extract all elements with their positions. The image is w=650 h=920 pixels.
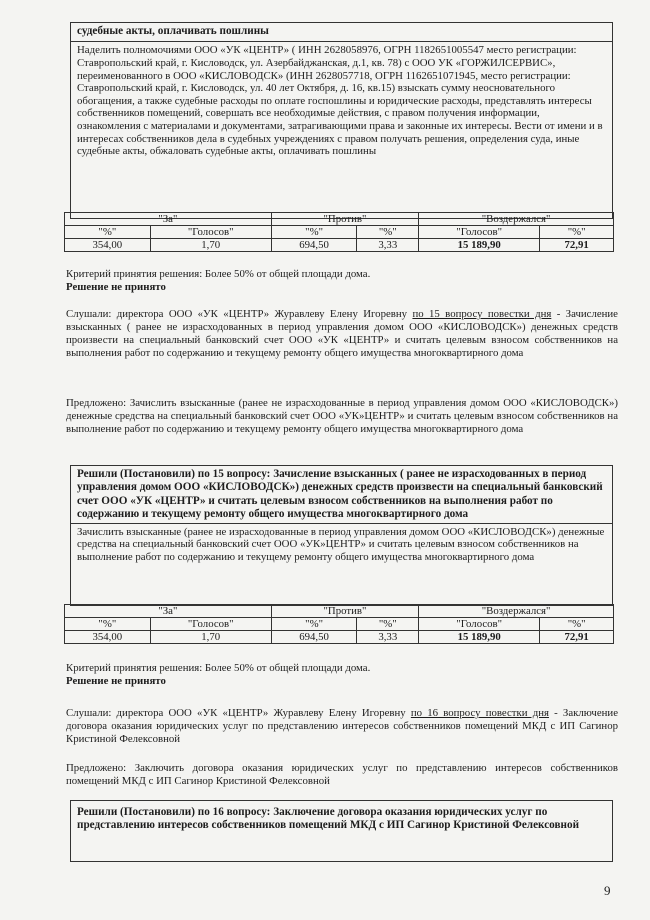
subhead: "%" [65, 618, 151, 631]
value-cell: 15 189,90 [419, 239, 540, 252]
subhead: "%" [540, 226, 614, 239]
value-cell: 3,33 [357, 239, 419, 252]
value-cell: 1,70 [150, 631, 271, 644]
votes-group-row [65, 213, 614, 226]
group-abstain: "Воздержался" [419, 213, 614, 226]
listen-15 [66, 308, 618, 360]
page-number: 9 [604, 883, 611, 898]
value-cell: 3,33 [357, 631, 419, 644]
result-text: Решение не принято [66, 674, 166, 687]
group-abstain: "Воздержался" [419, 605, 614, 618]
agenda-item-link: по 16 вопросу повестки дня [410, 707, 549, 719]
agenda-item-link: по 15 вопросу повестки дня [412, 308, 552, 320]
value-cell: 354,00 [65, 631, 151, 644]
subhead: "%" [65, 226, 151, 239]
listen-post: - Заключение договора оказания юридических услуг по представлению интересов собственников помещений МКД с ИП Сагинор Кристиной Фелексовной [66, 707, 618, 745]
votes-table-1 [64, 212, 614, 252]
subhead: "%" [357, 226, 419, 239]
subhead: "%" [540, 618, 614, 631]
listen-pre: Слушали: директора ООО «УК «ЦЕНТР» Журавлеву Елену Игоревну [66, 308, 413, 320]
listen-pre: Слушали: директора ООО «УК «ЦЕНТР» Журавлеву Елену Игоревну [66, 707, 411, 719]
value-cell: 694,50 [271, 239, 357, 252]
criterion-text: Критерий принятия решения: Более 50% от общей площади дома. [66, 662, 371, 674]
group-against: "Против" [271, 213, 418, 226]
votes-values-row [65, 631, 614, 644]
subhead: "Голосов" [150, 226, 271, 239]
group-for: "За" [65, 213, 272, 226]
decision-title: судебные акты, оплачивать пошлины [77, 25, 269, 37]
listen-16 [66, 707, 618, 746]
decision-box-15 [70, 465, 613, 606]
decision-box-16 [70, 800, 613, 862]
value-cell: 15 189,90 [419, 631, 540, 644]
group-for: "За" [65, 605, 272, 618]
decision-title: Решили (Постановили) по 15 вопросу: Зачисление взысканных ( ранее не израсходованных в период управления домом ООО «КИСЛОВОДСК») денежных средств произвести на специальный банковский счет ООО «УК «ЦЕНТР» и считать целевым взносом собственников на выполнения работ по содержанию и текущему ремонту общего имущества многоквартирного дома [77, 468, 603, 521]
criterion-1 [66, 268, 618, 294]
votes-subhead-row [65, 226, 614, 239]
votes-values-row [65, 239, 614, 252]
group-against: "Против" [271, 605, 418, 618]
criterion-2 [66, 662, 618, 688]
proposed-text: Предложено: Зачислить взысканные (ранее не израсходованные в период управления домом ООО «КИСЛОВОДСК») денежные средства на специальный банковский счет ООО «УК»ЦЕНТР» и считать целевым взносом собственников на выполнение работ по содержанию и текущему ремонту общего имущества многоквартирного дома [66, 397, 618, 435]
listen-paragraph [66, 308, 618, 360]
subhead: "%" [271, 226, 357, 239]
value-cell: 72,91 [540, 239, 614, 252]
result-text: Решение не принято [66, 280, 166, 293]
decision-title: Решили (Постановили) по 16 вопросу: Заключение договора оказания юридических услуг по представлению интересов собственников помещений МКД с ИП Сагинор Кристиной Фелексовной [77, 806, 580, 832]
criterion-text: Критерий принятия решения: Более 50% от общей площади дома. [66, 268, 371, 280]
proposed-text: Предложено: Заключить договора оказания юридических услуг по представлению интересов собственников помещений МКД с ИП Сагинор Кристиной Фелексовной [66, 762, 618, 787]
subhead: "%" [357, 618, 419, 631]
votes-subhead-row [65, 618, 614, 631]
listen-post: - Зачисление взысканных ( ранее не израсходованных в период управления домом ООО «КИСЛОВОДСК») денежных средств произвести на специальный банковский счет ООО «УК «ЦЕНТР» и считать целевым взносом собственников на выполнения работ по содержанию и текущему ремонту общего имущества многоквартирного дома [66, 308, 618, 359]
value-cell: 694,50 [271, 631, 357, 644]
subhead: "%" [271, 618, 357, 631]
subhead: "Голосов" [150, 618, 271, 631]
decision-box-previous [70, 22, 613, 219]
subhead: "Голосов" [419, 618, 540, 631]
proposed-16 [66, 762, 618, 788]
decision-body [71, 41, 612, 160]
votes-group-row [65, 605, 614, 618]
proposed-15 [66, 397, 618, 436]
listen-paragraph [66, 707, 618, 746]
decision-body [71, 523, 612, 567]
value-cell: 72,91 [540, 631, 614, 644]
decision-text: Наделить полномочиями ООО «УК «ЦЕНТР» ( ИНН 2628058976, ОГРН 1182651005547 место регистрации: Ставропольский край, г. Кисловодск, ул. Азербайджанская, д.1, кв. 78) с ООО УК «ГОРЖИЛСЕРВИС», переименованного в ООО «КИСЛОВОДСК» (ИНН 2628057718, ОГРН 1162651071945, место регистрации: Ставропольский край, г. Кисловодск, ул. 40 лет Октября, д. 16, кв.15) взыскать сумму неосновательного обогащения, а также судебные расходы по оплате госпошлины и юридические расходы, представлять интересы собственников помещений, совершать все необходимые действия, с правом получения информации, ознакомления с материалами и документами, затрагивающими права и законные их интересы. Вести от имени и в интересах собственников дела в судебных учреждениях с правом получать решения, определения суда, иные судебные акты, обжаловать судебные акты, оплачивать пошлины [77, 44, 603, 158]
value-cell: 354,00 [65, 239, 151, 252]
votes-table-2 [64, 604, 614, 644]
decision-text: Зачислить взысканные (ранее не израсходованные в период управления домом ООО «КИСЛОВОДСК») денежные средства на специальный банковский счет ООО «УК»ЦЕНТР» и считать целевым взносом собственников на выполнение работ по содержанию и текущему ремонту общего имущества многоквартирного дома [77, 525, 605, 563]
subhead: "Голосов" [419, 226, 540, 239]
value-cell: 1,70 [150, 239, 271, 252]
